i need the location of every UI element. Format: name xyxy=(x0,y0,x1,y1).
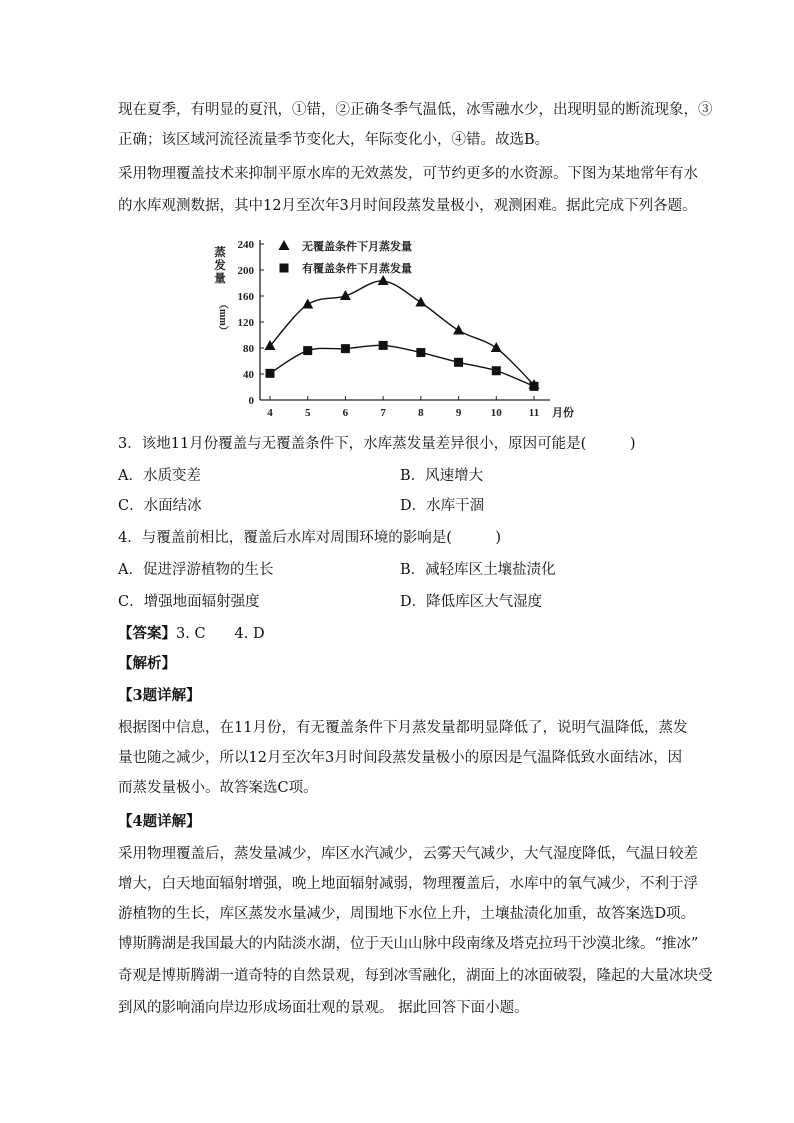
question-3-stem: 3．该地11月份覆盖与无覆盖条件下，水库蒸发量差异很小，原因可能是( ) xyxy=(118,436,636,452)
y-tick-label: 160 xyxy=(237,291,254,303)
q4-option-d: D．降低库区大气湿度 xyxy=(400,594,543,610)
x-tick-label: 7 xyxy=(380,407,386,419)
square-marker xyxy=(530,382,539,391)
q4-detail-label: 【4题详解】 xyxy=(118,813,201,830)
y-tick-label: 0 xyxy=(248,395,254,407)
paragraph-line: 的水库观测数据，其中12月至次年3月时间段蒸发量极小，观测困难。据此完成下列各题。 xyxy=(118,198,697,214)
analysis-label: 【解析】 xyxy=(118,655,176,672)
triangle-marker xyxy=(415,297,426,307)
y-axis-label-char: 量 xyxy=(214,273,226,285)
x-tick-label: 10 xyxy=(490,407,502,419)
paragraph-line: 而蒸发量极小。故答案选C项。 xyxy=(118,780,318,796)
y-axis-label xyxy=(213,245,230,336)
question-4-stem: 4．与覆盖前相比，覆盖后水库对周围环境的影响是( ) xyxy=(118,530,502,546)
paragraph-line: 根据图中信息，在11月份，有无覆盖条件下月蒸发量都明显降低了，说明气温降低，蒸发 xyxy=(118,720,688,736)
square-marker xyxy=(303,346,312,355)
paragraph-line: 正确；该区域河流径流量季节变化大，年际变化小，④错。故选B。 xyxy=(118,132,550,148)
answer-label: 【答案】 xyxy=(118,625,176,642)
q3-option-b: B．风速增大 xyxy=(400,468,484,484)
paragraph-line: 博斯腾湖是我国最大的内陆淡水湖，位于天山山脉中段南缘及塔克拉玛干沙漠北缘。“推冰” xyxy=(118,936,699,952)
square-marker xyxy=(266,369,275,378)
y-tick-label: 200 xyxy=(237,265,254,277)
square-marker xyxy=(280,264,289,273)
paragraph-line: 量也随之减少，所以12月至次年3月时间段蒸发量极小的原因是气温降低致水面结冰，因 xyxy=(118,750,683,766)
paragraph-line: 游植物的生长，库区蒸发水量减少，周围地下水位上升，土壤盐渍化加重，故答案选D项。 xyxy=(118,906,696,922)
x-tick-label: 9 xyxy=(455,407,462,419)
answer-text: 3. C 4. D xyxy=(176,626,265,642)
x-tick-label: 5 xyxy=(304,407,311,419)
y-tick-label: 240 xyxy=(237,239,254,251)
paragraph-line: 增大，白天地面辐射增强，晚上地面辐射减弱，物理覆盖后，水库中的氧气减少，不利于浮 xyxy=(118,876,698,892)
x-tick-label: 8 xyxy=(418,407,424,419)
x-axis-label: 月份 xyxy=(552,407,574,419)
y-tick-label: 40 xyxy=(243,369,254,381)
square-marker xyxy=(492,366,501,375)
q3-option-c: C．水面结冰 xyxy=(118,498,202,514)
y-tick-label: 80 xyxy=(243,343,254,355)
y-axis-label-char: 发 xyxy=(214,260,226,272)
chart-series xyxy=(265,275,540,391)
triangle-marker xyxy=(453,324,464,334)
square-marker xyxy=(416,348,425,357)
triangle-marker xyxy=(378,275,389,285)
paragraph-line: 现在夏季，有明显的夏汛，①错，②正确冬季气温低，冰雪融水少，出现明显的断流现象，③ xyxy=(118,102,713,118)
q3-option-d: D．水库干涸 xyxy=(400,498,485,514)
triangle-marker xyxy=(491,342,502,352)
y-axis-unit: （mm） xyxy=(217,299,228,336)
square-marker xyxy=(341,344,350,353)
triangle-marker xyxy=(279,240,290,250)
answer-line xyxy=(118,624,265,644)
q4-option-c: C．增强地面辐射强度 xyxy=(118,594,260,610)
square-marker xyxy=(454,358,463,367)
x-tick-label: 4 xyxy=(267,407,273,419)
chart-legend xyxy=(279,239,413,275)
paragraph-line: 采用物理覆盖技术来抑制平原水库的无效蒸发，可节约更多的水资源。下图为某地常年有水 xyxy=(118,166,698,182)
q3-detail-label: 【3题详解】 xyxy=(118,687,201,704)
paragraph-line: 到风的影响涌向岸边形成场面壮观的景观。 据此回答下面小题。 xyxy=(118,1000,529,1016)
q4-option-a: A．促进浮游植物的生长 xyxy=(118,562,274,578)
legend-label: 有覆盖条件下月蒸发量 xyxy=(302,263,412,275)
evaporation-line-chart xyxy=(210,228,600,424)
paragraph-line: 采用物理覆盖后，蒸发量减少，库区水汽减少，云雾天气减少，大气湿度降低，气温日较差 xyxy=(118,846,698,862)
y-tick-label: 120 xyxy=(237,317,254,329)
triangle-marker xyxy=(302,298,313,308)
paragraph-line: 奇观是博斯腾湖一道奇特的自然景观，每到冰雪融化，湖面上的冰面破裂，隆起的大量冰块受 xyxy=(118,968,713,984)
square-marker xyxy=(379,341,388,350)
legend-label: 无覆盖条件下月蒸发量 xyxy=(302,241,412,253)
x-tick-label: 6 xyxy=(342,407,349,419)
y-axis-label-char: 蒸 xyxy=(214,247,226,259)
q4-option-b: B．减轻库区土壤盐渍化 xyxy=(400,562,556,578)
q3-option-a: A．水质变差 xyxy=(118,468,201,484)
x-tick-label: 11 xyxy=(528,407,540,419)
